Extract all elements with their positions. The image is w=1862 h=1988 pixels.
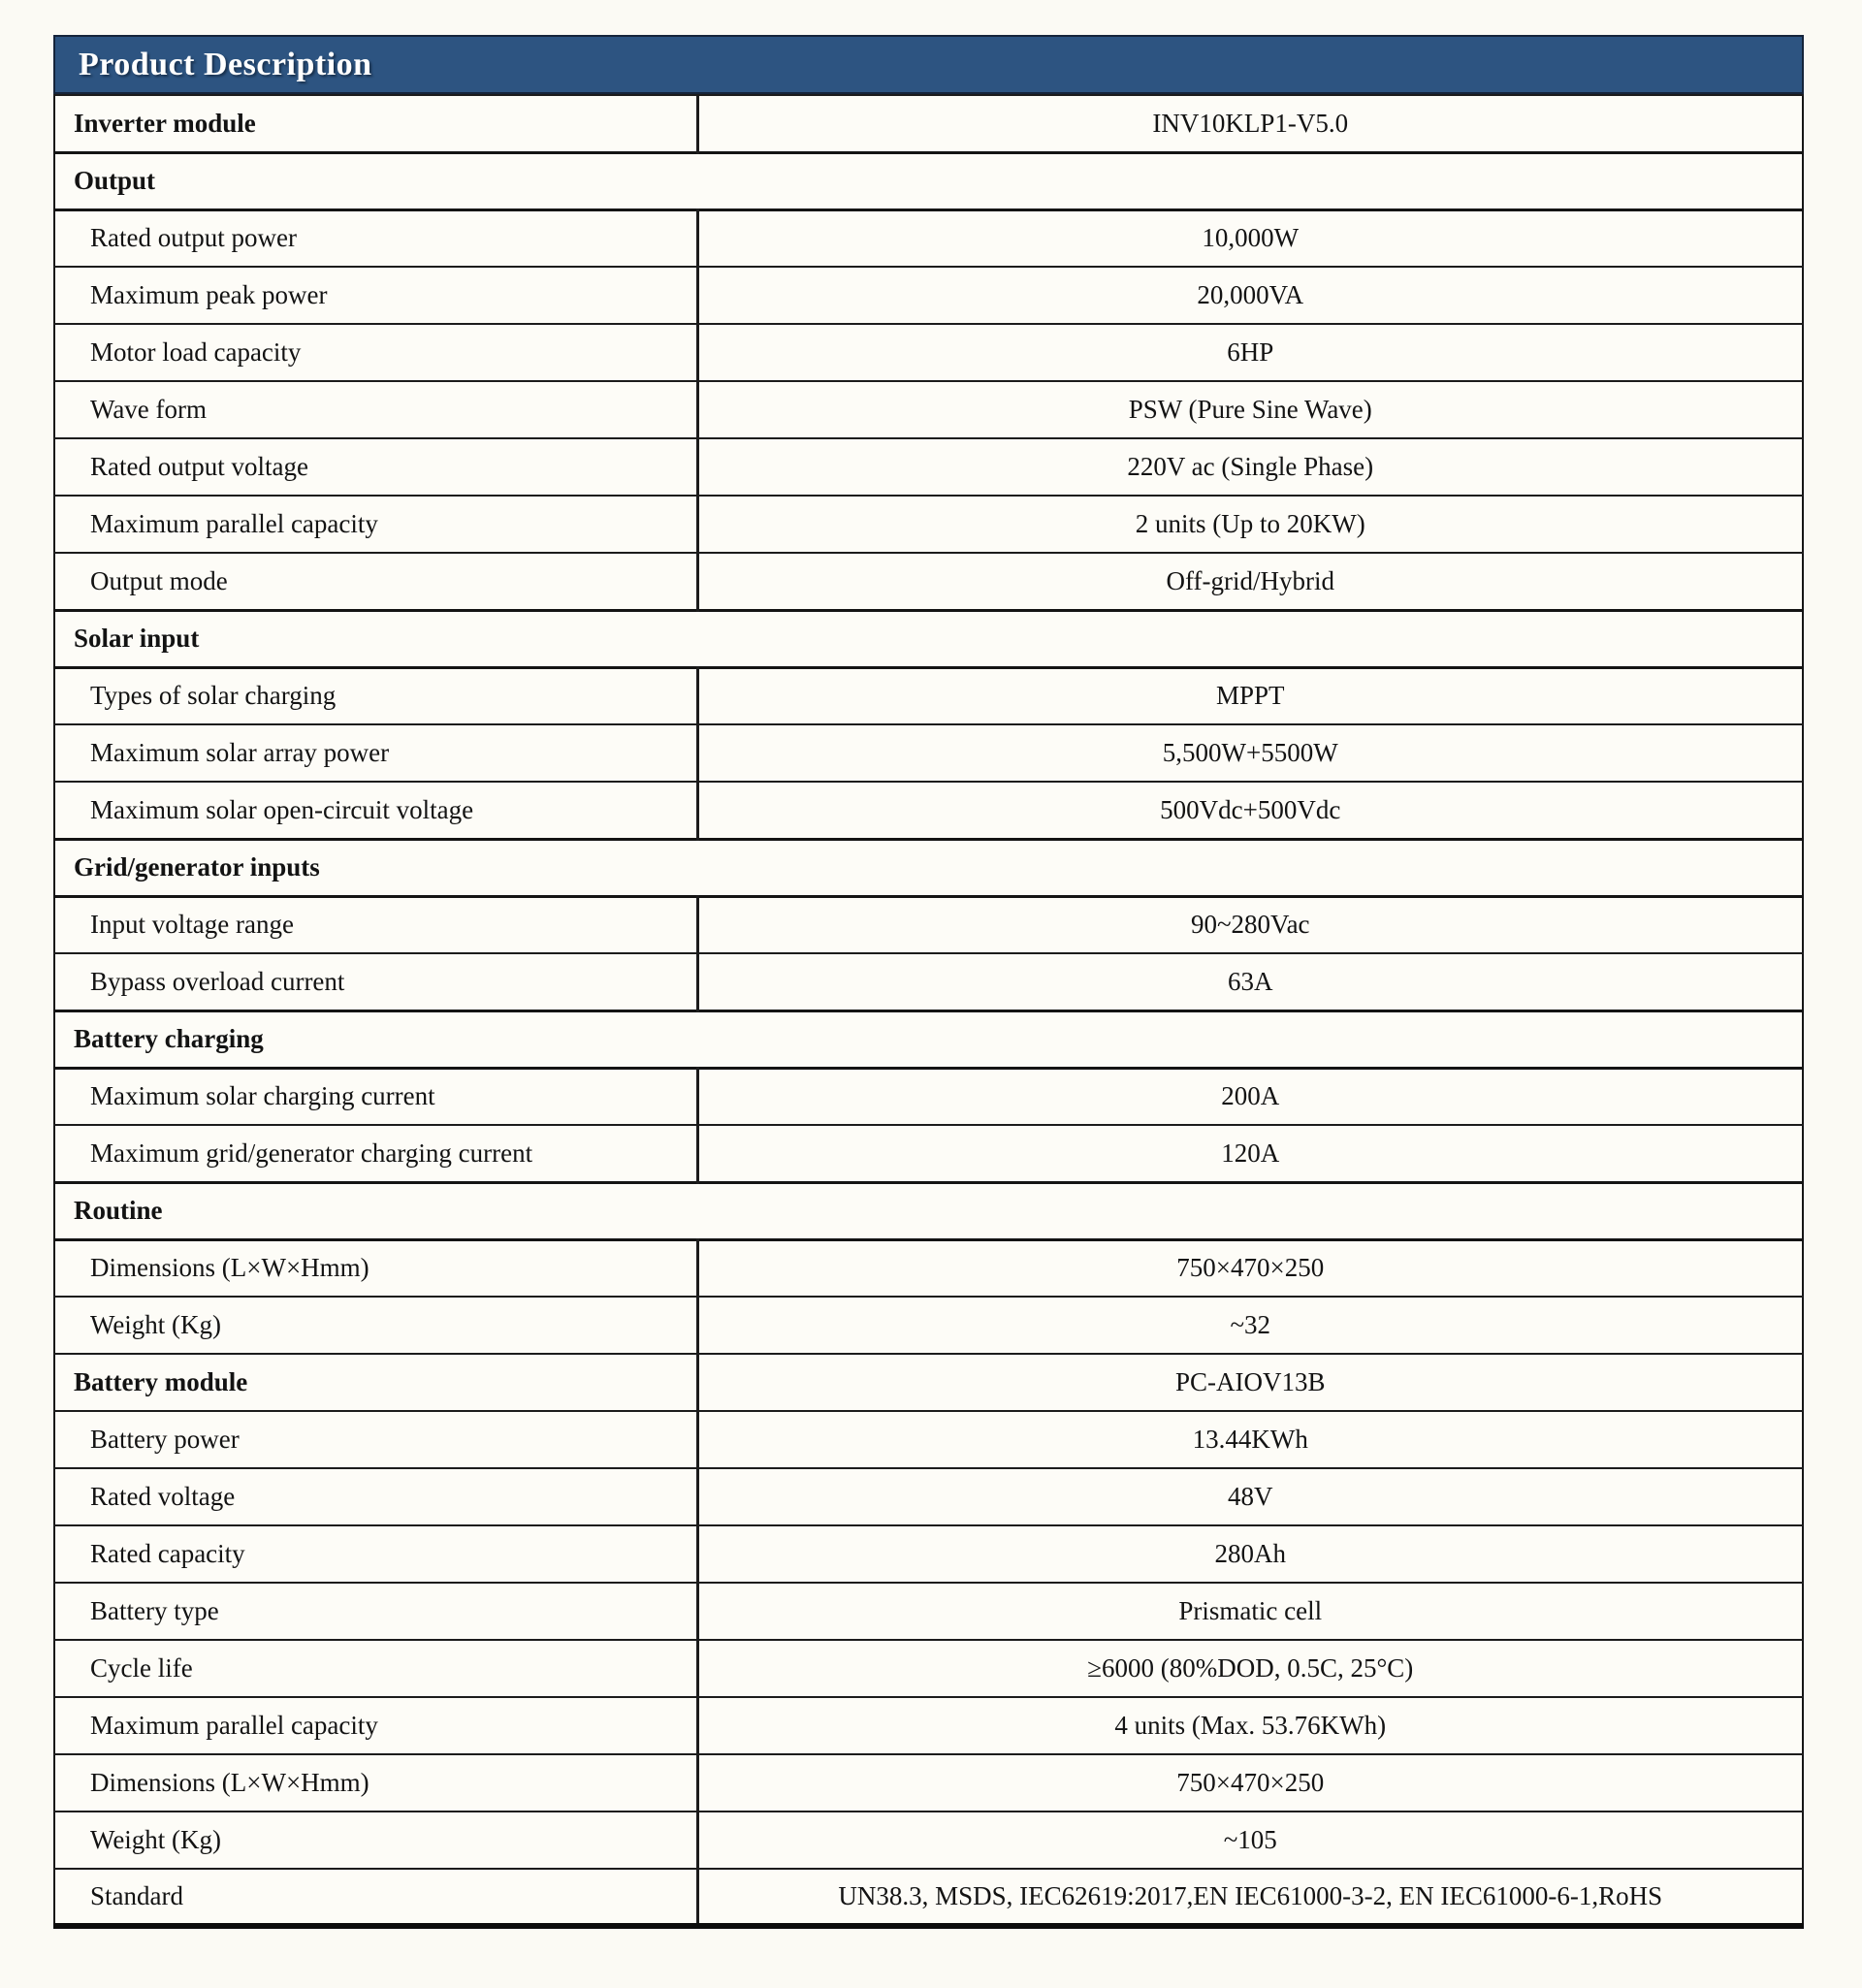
table-row [54,1010,1803,1068]
row-value: PSW (Pure Sine Wave) [697,381,1803,438]
table-row [54,1525,1803,1583]
table-row [54,553,1803,610]
row-value: 280Ah [697,1525,1803,1583]
row-label: Maximum solar array power [54,724,697,782]
row-value: 10,000W [697,209,1803,267]
row-value: 5,500W+5500W [697,724,1803,782]
row-label: Dimensions (L×W×Hmm) [54,1754,697,1812]
table-row [54,1182,1803,1239]
row-label: Motor load capacity [54,324,697,381]
row-label: Maximum solar open-circuit voltage [54,782,697,839]
row-label: Weight (Kg) [54,1297,697,1354]
table-row [54,1869,1803,1926]
row-label: Wave form [54,381,697,438]
row-label: Maximum parallel capacity [54,1697,697,1754]
table-row [54,1068,1803,1125]
row-label: Rated capacity [54,1525,697,1583]
row-value: 220V ac (Single Phase) [697,438,1803,496]
table-row [54,1754,1803,1812]
row-label: Weight (Kg) [54,1812,697,1869]
row-label: Battery type [54,1583,697,1640]
table-row [54,896,1803,953]
table-row [54,381,1803,438]
table-row [54,1411,1803,1468]
table-row [54,1239,1803,1297]
spec-table [53,94,1804,1929]
table-row [54,839,1803,896]
row-label: Rated output voltage [54,438,697,496]
table-row [54,1468,1803,1525]
row-value: 200A [697,1068,1803,1125]
table-row [54,953,1803,1010]
row-label: Rated output power [54,209,697,267]
row-value: MPPT [697,667,1803,724]
row-value: 120A [697,1125,1803,1182]
row-value: ~32 [697,1297,1803,1354]
row-value: 4 units (Max. 53.76KWh) [697,1697,1803,1754]
table-row [54,267,1803,324]
table-row [54,496,1803,553]
product-description-header [53,35,1804,94]
section-label: Routine [54,1182,1803,1239]
row-value: 500Vdc+500Vdc [697,782,1803,839]
table-row [54,1640,1803,1697]
table-row [54,1583,1803,1640]
table-row [54,324,1803,381]
row-label: Battery module [54,1354,697,1411]
row-label: Output mode [54,553,697,610]
row-value: ~105 [697,1812,1803,1869]
section-label: Grid/generator inputs [54,839,1803,896]
row-label: Maximum peak power [54,267,697,324]
row-value: INV10KLP1-V5.0 [697,95,1803,152]
row-value: 6HP [697,324,1803,381]
row-value: 750×470×250 [697,1754,1803,1812]
section-label: Battery charging [54,1010,1803,1068]
row-label: Cycle life [54,1640,697,1697]
table-row [54,95,1803,152]
row-value: 13.44KWh [697,1411,1803,1468]
row-label: Battery power [54,1411,697,1468]
table-row [54,1125,1803,1182]
table-row [54,438,1803,496]
row-label: Dimensions (L×W×Hmm) [54,1239,697,1297]
row-value: 63A [697,953,1803,1010]
table-row [54,1297,1803,1354]
row-label: Maximum solar charging current [54,1068,697,1125]
table-row [54,1354,1803,1411]
table-row [54,1812,1803,1869]
section-label: Output [54,152,1803,209]
row-label: Maximum grid/generator charging current [54,1125,697,1182]
row-value: UN38.3, MSDS, IEC62619:2017,EN IEC61000-3-2, EN IEC61000-6-1,RoHS [697,1869,1803,1926]
row-value: 20,000VA [697,267,1803,324]
table-row [54,1697,1803,1754]
row-label: Types of solar charging [54,667,697,724]
row-label: Input voltage range [54,896,697,953]
table-row [54,724,1803,782]
row-label: Rated voltage [54,1468,697,1525]
product-spec-sheet [53,35,1804,1929]
row-value: 48V [697,1468,1803,1525]
table-row [54,782,1803,839]
spec-table-body [54,95,1803,1926]
row-label: Standard [54,1869,697,1926]
row-value: Off-grid/Hybrid [697,553,1803,610]
row-value: PC-AIOV13B [697,1354,1803,1411]
section-label: Solar input [54,610,1803,667]
row-value: 750×470×250 [697,1239,1803,1297]
row-label: Maximum parallel capacity [54,496,697,553]
table-row [54,152,1803,209]
row-label: Inverter module [54,95,697,152]
row-value: ≥6000 (80%DOD, 0.5C, 25°C) [697,1640,1803,1697]
row-value: 2 units (Up to 20KW) [697,496,1803,553]
row-value: Prismatic cell [697,1583,1803,1640]
table-row [54,610,1803,667]
table-row [54,209,1803,267]
row-value: 90~280Vac [697,896,1803,953]
page-title: Product Description [79,46,372,82]
table-row [54,667,1803,724]
row-label: Bypass overload current [54,953,697,1010]
